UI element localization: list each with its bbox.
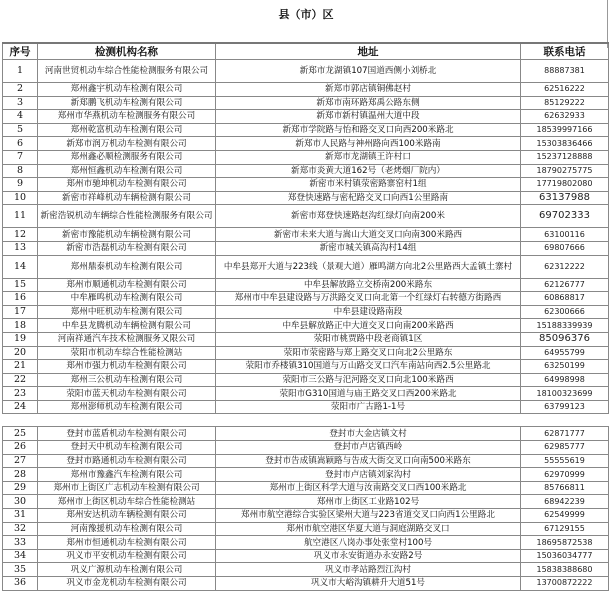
phone-cell: 62632933 xyxy=(521,110,609,124)
table-row xyxy=(3,427,609,441)
phone-cell: 62985777 xyxy=(521,441,609,455)
table-row xyxy=(3,373,609,387)
phone-cell: 85096376 xyxy=(521,332,609,346)
phone-cell: 17719802080 xyxy=(521,178,609,192)
seq-cell: 16 xyxy=(3,292,38,306)
seq-cell: 23 xyxy=(3,387,38,401)
phone-cell: 62549999 xyxy=(521,509,609,523)
table-row xyxy=(3,164,609,178)
address-cell: 航空港区八岗办事处张堂村100号 xyxy=(216,536,521,550)
phone-cell: 62970999 xyxy=(521,468,609,482)
table-row xyxy=(3,137,609,151)
name-cell: 新密浩锐机动车辆综合性能检测服务有限公司 xyxy=(38,205,216,228)
seq-cell: 18 xyxy=(3,319,38,333)
name-cell: 登封市蓝盾机动车检测有限公司 xyxy=(38,427,216,441)
address-cell: 郑州市上街区工业路102号 xyxy=(216,495,521,509)
address-cell: 郑州市航空港综合实验区梁州大道与223省道交叉口向西1公里路北 xyxy=(216,509,521,523)
seq-cell: 10 xyxy=(3,191,38,205)
seq-cell: 35 xyxy=(3,563,38,577)
address-cell: 新郑市学院路与怡和路交叉口向西200米路北 xyxy=(216,123,521,137)
address-cell: 郑州市上街区科学大道与汝南路交叉口西100米路北 xyxy=(216,481,521,495)
table-row xyxy=(3,205,609,228)
table-row xyxy=(3,191,609,205)
seq-cell: 24 xyxy=(3,400,38,414)
phone-cell: 88887381 xyxy=(521,60,609,83)
seq-cell: 8 xyxy=(3,164,38,178)
phone-cell: 63137988 xyxy=(521,191,609,205)
spacer-cell xyxy=(216,414,521,427)
phone-cell: 15036034777 xyxy=(521,549,609,563)
seq-cell: 7 xyxy=(3,150,38,164)
name-cell: 新密市浩磊机动车检测有限公司 xyxy=(38,241,216,255)
table-row xyxy=(3,400,609,414)
phone-cell: 85129222 xyxy=(521,96,609,110)
seq-cell: 2 xyxy=(3,83,38,97)
phone-cell: 18790275775 xyxy=(521,164,609,178)
name-cell: 郑州鼎泰机动车检测有限公司 xyxy=(38,255,216,278)
table-row xyxy=(3,522,609,536)
name-cell: 新密市豫能机动车辆检测有限公司 xyxy=(38,228,216,242)
address-cell: 荥阳市桃贾路中段老商镇1区 xyxy=(216,332,521,346)
phone-cell: 18100323699 xyxy=(521,387,609,401)
table-row xyxy=(3,509,609,523)
address-cell: 荥阳市广古路1-1号 xyxy=(216,400,521,414)
name-cell: 郑州市恒通机动车检测有限公司 xyxy=(38,536,216,550)
name-cell: 河南豫援机动车检测有限公司 xyxy=(38,522,216,536)
address-cell: 登封市告成镇嵩颖路与告成大街交叉口向南500米路东 xyxy=(216,454,521,468)
seq-cell: 13 xyxy=(3,241,38,255)
name-cell: 巩义市金龙机动车检测有限公司 xyxy=(38,577,216,591)
address-cell: 登封市大金店镇文村 xyxy=(216,427,521,441)
table-row xyxy=(3,387,609,401)
table-row xyxy=(3,495,609,509)
address-cell: 荥阳市三公路与汜河路交叉口向北100米路西 xyxy=(216,373,521,387)
name-cell: 郑州乾富机动车检测有限公司 xyxy=(38,123,216,137)
address-cell: 新密市米村镇荥密路寨窑村1组 xyxy=(216,178,521,192)
spacer-row xyxy=(3,414,609,427)
address-cell: 巩义市孝站路烈江沟村 xyxy=(216,563,521,577)
address-cell: 郑州市航空港区华夏大道与洞庭湖路交叉口 xyxy=(216,522,521,536)
table-row xyxy=(3,454,609,468)
name-cell: 巩义广源机动车检测有限公司 xyxy=(38,563,216,577)
name-cell: 河南世贸机动车综合性能检测服务有限公司 xyxy=(38,60,216,83)
address-cell: 郑登快速路与密杞路交叉口向西1公里路南 xyxy=(216,191,521,205)
phone-cell: 55555619 xyxy=(521,454,609,468)
table-row xyxy=(3,96,609,110)
name-cell: 郑州市上街区广志机动车检测有限公司 xyxy=(38,481,216,495)
address-cell: 中牟县解放路立交桥南200米路东 xyxy=(216,278,521,292)
header-address: 地址 xyxy=(216,43,521,60)
seq-cell: 15 xyxy=(3,278,38,292)
seq-cell: 25 xyxy=(3,427,38,441)
address-cell: 新郑市郭店镇铜佛赵村 xyxy=(216,83,521,97)
header-seq: 序号 xyxy=(3,43,38,60)
table-row xyxy=(3,563,609,577)
phone-cell: 64955799 xyxy=(521,346,609,360)
seq-cell: 31 xyxy=(3,509,38,523)
phone-cell: 15303836466 xyxy=(521,137,609,151)
table-row xyxy=(3,123,609,137)
phone-cell: 60868817 xyxy=(521,292,609,306)
seq-cell: 32 xyxy=(3,522,38,536)
table-row xyxy=(3,255,609,278)
name-cell: 郑州市豫鑫汽车检测有限公司 xyxy=(38,468,216,482)
name-cell: 登封市路通机动车检测有限公司 xyxy=(38,454,216,468)
name-cell: 郑州市华燕机动车检测服务有限公司 xyxy=(38,110,216,124)
name-cell: 郑州澎师机动车检测有限公司 xyxy=(38,400,216,414)
table-row xyxy=(3,83,609,97)
phone-cell: 18695872538 xyxy=(521,536,609,550)
address-cell: 中牟县解放路正中大道交叉口向南200米路西 xyxy=(216,319,521,333)
table-row xyxy=(3,360,609,374)
seq-cell: 4 xyxy=(3,110,38,124)
table-row xyxy=(3,346,609,360)
table-row xyxy=(3,228,609,242)
table-row xyxy=(3,549,609,563)
phone-cell: 69807666 xyxy=(521,241,609,255)
seq-cell: 3 xyxy=(3,96,38,110)
spacer-cell xyxy=(3,414,38,427)
name-cell: 郑州市驰坤机动车检测有限公司 xyxy=(38,178,216,192)
phone-cell: 62312222 xyxy=(521,255,609,278)
phone-cell: 85766811 xyxy=(521,481,609,495)
address-cell: 荥阳市乔楼镇310国道与万山路交叉口汽车南站向西2.5公里路北 xyxy=(216,360,521,374)
address-cell: 新郑市新村镇温州大道中段 xyxy=(216,110,521,124)
name-cell: 新郑市润万机动车检测有限公司 xyxy=(38,137,216,151)
seq-cell: 5 xyxy=(3,123,38,137)
address-cell: 郑州市中牟县建设路与万洪路交叉口向北第一个红绿灯右转德方街路西 xyxy=(216,292,521,306)
seq-cell: 12 xyxy=(3,228,38,242)
header-phone: 联系电话 xyxy=(521,43,609,60)
phone-cell: 62126777 xyxy=(521,278,609,292)
phone-cell: 18539997166 xyxy=(521,123,609,137)
address-cell: 新郑市龙湖镇王许村口 xyxy=(216,150,521,164)
table-row xyxy=(3,332,609,346)
table-row xyxy=(3,468,609,482)
table-row xyxy=(3,481,609,495)
table-row xyxy=(3,178,609,192)
seq-cell: 33 xyxy=(3,536,38,550)
name-cell: 河南祥通汽车技术检测服务又限公司 xyxy=(38,332,216,346)
name-cell: 新郑鹏飞机动车检测有限公司 xyxy=(38,96,216,110)
sheet-gridline xyxy=(607,0,608,48)
table-row xyxy=(3,305,609,319)
table-row xyxy=(3,278,609,292)
name-cell: 中牟县龙腾机动车辆检测有限公司 xyxy=(38,319,216,333)
name-cell: 郑州三公机动车检测有限公司 xyxy=(38,373,216,387)
table-row xyxy=(3,110,609,124)
name-cell: 郑州市上街区机动车综合性能检测站 xyxy=(38,495,216,509)
seq-cell: 29 xyxy=(3,481,38,495)
seq-cell: 17 xyxy=(3,305,38,319)
address-cell: 新密市郑登快速路赵沟红绿灯向南200米 xyxy=(216,205,521,228)
seq-cell: 14 xyxy=(3,255,38,278)
address-cell: 荥阳市荥密路与郑上路交叉口向北2公里路东 xyxy=(216,346,521,360)
seq-cell: 36 xyxy=(3,577,38,591)
seq-cell: 21 xyxy=(3,360,38,374)
address-cell: 新郑市龙湖镇107国道西侧小刘桥北 xyxy=(216,60,521,83)
name-cell: 郑州鑫宇机动车检测有限公司 xyxy=(38,83,216,97)
phone-cell: 64998998 xyxy=(521,373,609,387)
table-row xyxy=(3,60,609,83)
name-cell: 郑州市强力机动车检测有限公司 xyxy=(38,360,216,374)
table-row xyxy=(3,536,609,550)
phone-cell: 63100116 xyxy=(521,228,609,242)
table-row xyxy=(3,441,609,455)
address-cell: 登封市卢店镇刘家沟村 xyxy=(216,468,521,482)
name-cell: 郑州中旺机动车检测有限公司 xyxy=(38,305,216,319)
seq-cell: 11 xyxy=(3,205,38,228)
address-cell: 中牟县建设路南段 xyxy=(216,305,521,319)
header-name: 检测机构名称 xyxy=(38,43,216,60)
address-cell: 新郑市南环路郑禹公路东侧 xyxy=(216,96,521,110)
seq-cell: 19 xyxy=(3,332,38,346)
inspection-stations-table xyxy=(2,42,609,591)
table-row xyxy=(3,577,609,591)
table-row xyxy=(3,150,609,164)
address-cell: 荥阳市G310国道与庙王路交叉口西200米路北 xyxy=(216,387,521,401)
phone-cell: 68942239 xyxy=(521,495,609,509)
phone-cell: 63250199 xyxy=(521,360,609,374)
address-cell: 新密市城关镇高沟村14组 xyxy=(216,241,521,255)
seq-cell: 28 xyxy=(3,468,38,482)
seq-cell: 1 xyxy=(3,60,38,83)
name-cell: 新密市祥峰机动车辆检测有限公司 xyxy=(38,191,216,205)
phone-cell: 15188339939 xyxy=(521,319,609,333)
name-cell: 荥阳市蓝天机动车检测有限公司 xyxy=(38,387,216,401)
seq-cell: 26 xyxy=(3,441,38,455)
seq-cell: 27 xyxy=(3,454,38,468)
name-cell: 郑州恒鑫机动车检测有限公司 xyxy=(38,164,216,178)
header-row xyxy=(3,43,609,60)
phone-cell: 62516222 xyxy=(521,83,609,97)
address-cell: 巩义市大峪沟镇耕升大道51号 xyxy=(216,577,521,591)
phone-cell: 62871777 xyxy=(521,427,609,441)
phone-cell: 13700872222 xyxy=(521,577,609,591)
seq-cell: 9 xyxy=(3,178,38,192)
address-cell: 新郑市炎黄大道162号（老烤烟厂院内） xyxy=(216,164,521,178)
table-row xyxy=(3,319,609,333)
phone-cell: 63799123 xyxy=(521,400,609,414)
seq-cell: 34 xyxy=(3,549,38,563)
address-cell: 巩义市永安街道办永安路2号 xyxy=(216,549,521,563)
table-row xyxy=(3,292,609,306)
seq-cell: 6 xyxy=(3,137,38,151)
address-cell: 新郑市人民路与神州路向西100米路南 xyxy=(216,137,521,151)
name-cell: 登封天中机动车检测有限公司 xyxy=(38,441,216,455)
name-cell: 巩义市平安机动车检测有限公司 xyxy=(38,549,216,563)
phone-cell: 67129155 xyxy=(521,522,609,536)
name-cell: 荥阳市机动车综合性能检测站 xyxy=(38,346,216,360)
seq-cell: 20 xyxy=(3,346,38,360)
name-cell: 郑州鑫必顺检测服务有限公司 xyxy=(38,150,216,164)
seq-cell: 30 xyxy=(3,495,38,509)
name-cell: 郑州市顺通机动车检测有限公司 xyxy=(38,278,216,292)
seq-cell: 22 xyxy=(3,373,38,387)
address-cell: 新密市未来大道与嵩山大道交叉口向南300米路西 xyxy=(216,228,521,242)
phone-cell: 15237128888 xyxy=(521,150,609,164)
phone-cell: 15838388680 xyxy=(521,563,609,577)
spacer-cell xyxy=(38,414,216,427)
phone-cell: 62300666 xyxy=(521,305,609,319)
table-row xyxy=(3,241,609,255)
spacer-cell xyxy=(521,414,609,427)
name-cell: 郑州安达机动车辆检测有限公司 xyxy=(38,509,216,523)
page-title: 县（市）区 xyxy=(278,8,334,21)
address-cell: 登封市卢店镇西岭 xyxy=(216,441,521,455)
name-cell: 中牟雁鸣机动车检测有限公司 xyxy=(38,292,216,306)
address-cell: 中牟县郑开大道与223线（景观大道）雁鸣湖方向北2公里路西大孟镇土寨村 xyxy=(216,255,521,278)
phone-cell: 69702333 xyxy=(521,205,609,228)
